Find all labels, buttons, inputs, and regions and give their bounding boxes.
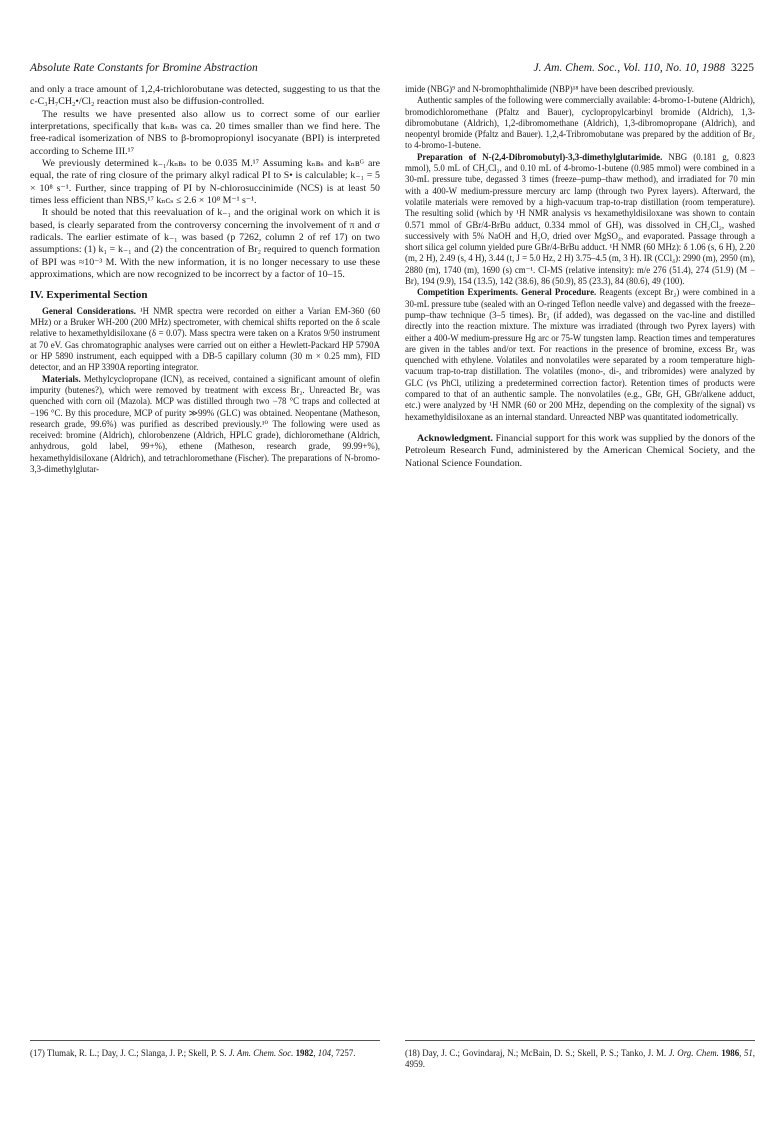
footnote-divider <box>405 1040 755 1041</box>
left-column <box>30 84 380 475</box>
paragraph-acknowledgment <box>405 433 755 470</box>
right-column <box>405 84 755 470</box>
running-header-left: Absolute Rate Constants for Bromine Abstraction <box>30 62 258 74</box>
footnote-authors: (17) Tlumak, R. L.; Day, J. C.; Slanga, J. P.; Skell, P. S. <box>30 1048 229 1058</box>
paragraph: The results we have presented also allow us to correct some of our earlier interpretations, specifically that kₙʙₛ was ca. 20 times smaller than we find here. The free-radical isomerization of NBS to β-bromopropionyl isocyanate (BPI) is interpreted according to Scheme III.¹⁷ <box>30 108 380 157</box>
journal-citation: J. Am. Chem. Soc., Vol. 110, No. 10, 1988 <box>533 62 725 74</box>
paragraph-general-considerations <box>30 306 380 374</box>
paragraph-preparation <box>405 152 755 288</box>
paragraph: imide (NBG)⁹ and N-bromophthalimide (NBP)¹⁸ have been described previously. <box>405 84 694 94</box>
paragraph: We previously determined k₋₁/kₙʙₛ to be 0.035 M.¹⁷ Assuming kₙʙₛ and kₙʙᴳ are equal, the rate of ring closure of the primary alkyl radical PI to S• is calculable; k₋₁ = 5 × 10⁸ s⁻¹. Further, since trapping of PI by N-chlorosuccinimide (NCS) is at least 50 times less efficient than NBS,¹⁷ kₙᴄₛ ≤ 2.6 × 10⁸ M⁻¹ s⁻¹. <box>30 158 380 207</box>
footnote-year: 1982 <box>295 1048 314 1058</box>
footnote-divider <box>30 1040 380 1041</box>
footnote-volume: 104 <box>317 1048 332 1058</box>
paragraph: Authentic samples of the following were commercially available: 4-bromo-1-butene (Aldrich), bromodichloromethane (Pfaltz and Bauer), cyclopropylcarbinyl bromide (Aldrich), 1,3-dibromobutane (Aldrich), 1,2-dibromomethane (Aldrich), 1,3-dibromopropane (Aldrich), and neopentyl bromide (Pfaltz and Bauer). 1,2,4-Tribromobutane was prepared by the addition of Br₂ to 4-bromo-1-butene. <box>405 95 755 151</box>
run-in-heading: Acknowledgment. <box>417 432 493 444</box>
footnote-pages: , 4959. <box>405 1048 755 1070</box>
run-in-heading: Competition Experiments. General Procedure. <box>417 287 597 298</box>
paragraph-competition <box>405 287 755 423</box>
footnote-18: (18) Day, J. C.; Govindaraj, N.; McBain, D. S.; Skell, P. S.; Tanko, J. M. J. Org. Chem. 1986, 51, 4959. <box>405 1048 755 1070</box>
paragraph-body: ¹H NMR spectra were recorded on either a Varian EM-360 (60 MHz) or a Bruker WH-200 (200 MHz) spectrometer, with chemical shifts reported on the δ scale relative to hexamethyldisiloxane (δ = 0.07). Mass spectra were taken on a Kratos 9/50 instrument at 70 eV. Gas chromatographic analyses were carried out on either a Hewlett-Packard HP 5790A or HP 5890 instrument, each equipped with a DB-5 capillary column (30 m × 0.25 mm), FID detector, and an HP 3390A reporting integrator. <box>30 305 381 373</box>
footnote-year: 1986 <box>721 1048 740 1058</box>
paragraph: and only a trace amount of 1,2,4-trichlorobutane was detected, suggesting to us that the c-C₃H₇CH₂•/Cl₂ reaction must also be diffusion-controlled. <box>30 84 380 108</box>
paragraph-body: NBG (0.181 g, 0.823 mmol), 5.0 mL of CH₂Cl₂, and 0.10 mL of 4-bromo-1-butene (0.985 mmol) were combined in a 30-mL pressure tube, degassed 3 times (freeze–pump–thaw method), and irradiated for 70 min with a 400-W medium-pressure mercury arc lamp (through two Pyrex layers). Afterward, the volatile materials were removed by a high-vacuum trap-to-trap distillation (room temperature). The resulting solid (which by ¹H NMR analysis vs hexamethyldisiloxane was shown to contain 0.571 mmol of GBr/4-BrBu adduct, 0.334 mmol of GH), was dissolved in CH₂Cl₂, washed successively with 5% NaOH and H₂O, dried over MgSO₄, and evaporated. Passage through a short silica gel column yielded pure GBr/4-BrBu adduct. ¹H NMR (60 MHz): δ 1.06 (s, 6 H), 2.20 (m, 2 H), 2.49 (s, 4 H), 3.44 (t, J = 5.0 Hz, 2 H) 3.75–4.5 (m, 3 H). IR (CCl₄): 2990 (m), 2950 (m), 2880 (m), 1740 (m), 1690 (s) cm⁻¹. CI-MS (relative intensity): m/e 276 (51.4), 274 (51.9) (M − Br), 194 (9.9), 154 (13.5), 142 (38.6), 86 (50.9), 85 (23.3), 84 (80.6), 49 (100). <box>405 151 755 287</box>
page-number: 3225 <box>731 62 754 74</box>
run-in-heading: General Considerations. <box>42 305 136 316</box>
footnote-pages: , 7257. <box>331 1048 356 1058</box>
footnote-journal: J. Org. Chem. <box>668 1048 719 1058</box>
footnote-authors: (18) Day, J. C.; Govindaraj, N.; McBain, D. S.; Skell, P. S.; Tanko, J. M. <box>405 1048 669 1058</box>
section-heading: IV. Experimental Section <box>30 288 148 301</box>
paragraph-body: Reagents (except Br₂) were combined in a 30-mL pressure tube (sealed with an O-ringed Teflon needle valve) and degassed with the freeze–pump–thaw technique (3–5 times). Br₂ (if added), was degassed on the vac-line and distilled directly into the reaction mixture. The mixture was irradiated (through two Pyrex layers) with either a 400-W medium-pressure Hg arc or 75-W tungsten lamp. Reaction times and temperatures are given in the tables and/or text. For reactions in the presence of bromine, excess Br₂ was quenched with ethylene. Volatiles and nonvolatiles were separated by a room temperature high-vacuum trap-to-trap distillation. The volatiles (mono-, di-, and tribromides) were analyzed by GLC (vs PhCl, utilizing a predetermined correction factor). Retention times of products were compared to that of an authentic sample. The nonvolatiles (e.g., GBr, GH, GBr/alkene adduct, etc.) were analyzed by ¹H NMR (60 or 200 MHz, depending on the complexity of the signal) vs hexamethyldisiloxane as an internal standard. Unreacted NBP was quantitated iodometrically. <box>405 287 756 422</box>
paragraph: It should be noted that this reevaluation of k₋₁ and the original work on which it is based, is clearly separated from the controversy concerning the involvement of π and σ radicals. The earlier estimate of k₋₁ was based (p 7262, column 2 of ref 17) on two assumptions: (1) k₁ = k₋₁ and (2) the concentration of Br₂ required to quench formation of BPI was ≈10⁻³ M. With the new information, it is no longer necessary to use these approximations, which are now recognized to be incorrect by a factor of 10–15. <box>30 207 380 281</box>
run-in-heading: Preparation of N-(2,4-Dibromobutyl)-3,3-dimethylglutarimide. <box>417 151 663 162</box>
run-in-heading: Materials. <box>42 373 81 384</box>
footnote-17: (17) Tlumak, R. L.; Day, J. C.; Slanga, J. P.; Skell, P. S. J. Am. Chem. Soc. 1982, 104, 7257. <box>30 1048 356 1058</box>
paragraph-materials <box>30 374 380 476</box>
footnote-volume: 51 <box>743 1048 753 1058</box>
running-header-right <box>533 62 754 74</box>
paragraph-body: Financial support for this work was supplied by the donors of the Petroleum Research Fund, administered by the American Chemical Society, and the National Science Foundation. <box>405 432 755 469</box>
paragraph-body: Methylcyclopropane (ICN), as received, contained a significant amount of olefin impurity (butenes?), which were removed by treatment with excess Br₂. Unreacted Br₂ was quenched with corn oil (Mazola). MCP was distilled through two −78 °C traps and collected at −196 °C. By this procedure, MCP of purity ≫99% (GLC) was obtained. Neopentane (Matheson, research grade, 99.6%) was purified as described previously.¹⁰ The following were used as received: bromine (Aldrich), chlorobenzene (Aldrich, HPLC grade), dichloromethane (Aldrich, anhydrous, gold label, 99+%), ethene (Matheson, research grade, 99.99+%), hexamethyldisiloxane (Aldrich), and tetrachloromethane (Fischer). The preparations of N-bromo-3,3-dimethylglutar- <box>30 373 380 474</box>
footnote-journal: J. Am. Chem. Soc. <box>228 1048 294 1058</box>
